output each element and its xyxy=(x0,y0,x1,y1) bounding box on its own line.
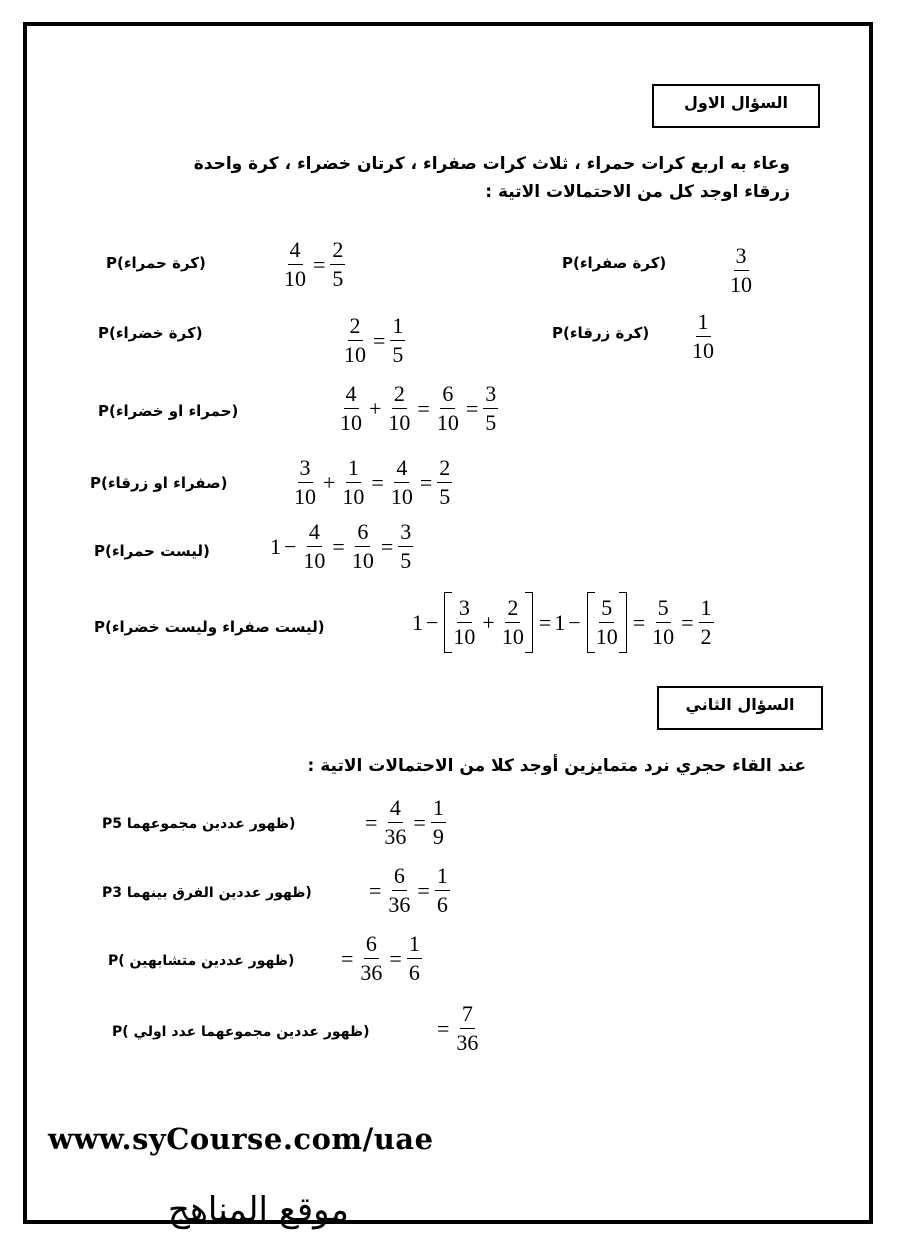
math-operator: = xyxy=(373,327,386,353)
math-operator: = xyxy=(380,533,394,559)
math-operator: = xyxy=(465,395,479,421)
expr-yellow xyxy=(726,244,756,297)
label-doubles: P(ظهور عددين متشابهين ) xyxy=(108,953,295,969)
fraction: $\frac{1}{6}$ xyxy=(436,863,448,917)
expr-green xyxy=(340,314,407,367)
fraction: $\frac{5}{10}$ xyxy=(595,595,618,649)
fraction: $\frac{1}{5}$ xyxy=(392,313,404,367)
section1-problem xyxy=(90,150,790,206)
fraction: $\frac{5}{10}$ xyxy=(652,595,675,649)
math-operator: = xyxy=(419,469,433,495)
math-operator: − xyxy=(568,609,581,635)
section2-problem: عند القاء حجري نرد متمايزين أوجد كلا من الاحتمالات الاتية : xyxy=(307,756,806,776)
label-sum-5: P(ظهور عددين مجموعهما 5 xyxy=(102,816,296,832)
math-operator: = xyxy=(313,251,326,277)
math-operator: = xyxy=(681,609,694,635)
expr-doubles xyxy=(338,932,424,985)
fraction: $\frac{2}{10}$ xyxy=(344,313,366,367)
label-red-or-green: P(حمراء او خضراء) xyxy=(98,402,239,420)
label-diff-3: P(ظهور عددين الفرق بينهما 3 xyxy=(102,885,312,901)
fraction: $\frac{4}{10}$ xyxy=(340,381,362,435)
fraction: $\frac{2}{10}$ xyxy=(501,595,524,649)
math-operator: = xyxy=(369,877,382,903)
fraction: $\frac{1}{2}$ xyxy=(700,595,712,649)
math-operator: − xyxy=(426,609,439,635)
expr-yellow-or-blue xyxy=(290,456,454,509)
section2-heading: السؤال الثاني xyxy=(657,686,823,730)
bracket-group xyxy=(444,596,532,649)
fraction: $\frac{6}{36}$ xyxy=(360,931,383,985)
label-not-yellow-not-green: P(ليست صفراء وليست خضراء) xyxy=(94,618,325,636)
math-operator: = xyxy=(332,533,345,559)
label-sum-prime: P(ظهور عددين مجموعهما عدد اولي ) xyxy=(112,1024,370,1040)
footer-site-name: موقع المناهج xyxy=(168,1190,349,1230)
label-green: P(كرة خضراء) xyxy=(98,324,203,342)
fraction: $\frac{3}{10}$ xyxy=(730,243,752,297)
math-operator: = xyxy=(365,809,378,835)
fraction: $\frac{3}{5}$ xyxy=(400,519,412,573)
expr-sum-prime xyxy=(434,1002,482,1055)
expr-blue xyxy=(688,310,718,363)
math-operator: = xyxy=(371,469,384,495)
fraction: $\frac{1}{6}$ xyxy=(408,931,420,985)
fraction: $\frac{7}{36}$ xyxy=(456,1001,479,1055)
label-yellow-or-blue: P(صفراء او زرقاء) xyxy=(90,474,228,492)
problem-line-2: زرقاء اوجد كل من الاحتمالات الاتية : xyxy=(485,182,790,202)
problem-line-1: وعاء به اربع كرات حمراء ، ثلاث كرات صفراء ، كرتان خضراء ، كرة واحدة xyxy=(193,154,790,174)
fraction: $\frac{6}{10}$ xyxy=(436,381,459,435)
math-operator: = xyxy=(437,1015,450,1041)
footer-url[interactable]: www.syCourse.com/uae xyxy=(48,1122,434,1156)
fraction: $\frac{2}{5}$ xyxy=(332,237,344,291)
fraction: $\frac{2}{10}$ xyxy=(388,381,411,435)
math-operator: + xyxy=(369,395,382,421)
math-operator: = xyxy=(389,945,402,971)
expr-diff-3 xyxy=(366,864,452,917)
expr-not-red: 1 − $\frac{4}{10}$ = $\frac{6}{10}$ = $\frac{3}{5}$ xyxy=(270,519,412,573)
fraction: $\frac{4}{10}$ xyxy=(284,237,306,291)
fraction: $\frac{4}{36}$ xyxy=(384,795,407,849)
fraction: $\frac{6}{10}$ xyxy=(351,519,374,573)
fraction: $\frac{4}{10}$ xyxy=(390,455,413,509)
math-operator: = xyxy=(417,395,430,421)
expr-sum-5 xyxy=(362,796,448,849)
fraction: $\frac{1}{10}$ xyxy=(692,309,714,363)
fraction: $\frac{4}{10}$ xyxy=(303,519,326,573)
label-yellow: P(كرة صفراء) xyxy=(562,254,667,272)
math-operator: = xyxy=(538,609,552,635)
math-operator: = xyxy=(417,877,430,903)
fraction: $\frac{3}{10}$ xyxy=(294,455,316,509)
expr-red xyxy=(280,238,347,291)
math-operator: + xyxy=(323,469,336,495)
math-operator: − xyxy=(284,533,297,559)
fraction: $\frac{1}{9}$ xyxy=(432,795,444,849)
math-operator: = xyxy=(632,609,646,635)
math-operator: = xyxy=(341,945,354,971)
fraction: $\frac{3}{5}$ xyxy=(485,381,497,435)
bracket-group xyxy=(587,596,627,649)
label-not-red: P(ليست حمراء) xyxy=(94,542,210,560)
math-operator: + xyxy=(482,609,495,635)
fraction: $\frac{1}{10}$ xyxy=(342,455,365,509)
math-operator: = xyxy=(413,809,426,835)
expr-not-yellow-not-green: 1 − $\frac{3}{10}$ + $\frac{2}{10}$ = 1 − $\frac{5}{10}$ = $\frac{5}{10}$ = $\frac{1}{2}$ xyxy=(412,595,712,649)
fraction: $\frac{2}{5}$ xyxy=(439,455,451,509)
label-red: P(كرة حمراء) xyxy=(106,254,206,272)
expr-red-or-green xyxy=(336,382,500,435)
label-blue: P(كرة زرقاء) xyxy=(552,324,650,342)
fraction: $\frac{3}{10}$ xyxy=(453,595,476,649)
section1-heading: السؤال الاول xyxy=(652,84,820,128)
fraction: $\frac{6}{36}$ xyxy=(388,863,411,917)
